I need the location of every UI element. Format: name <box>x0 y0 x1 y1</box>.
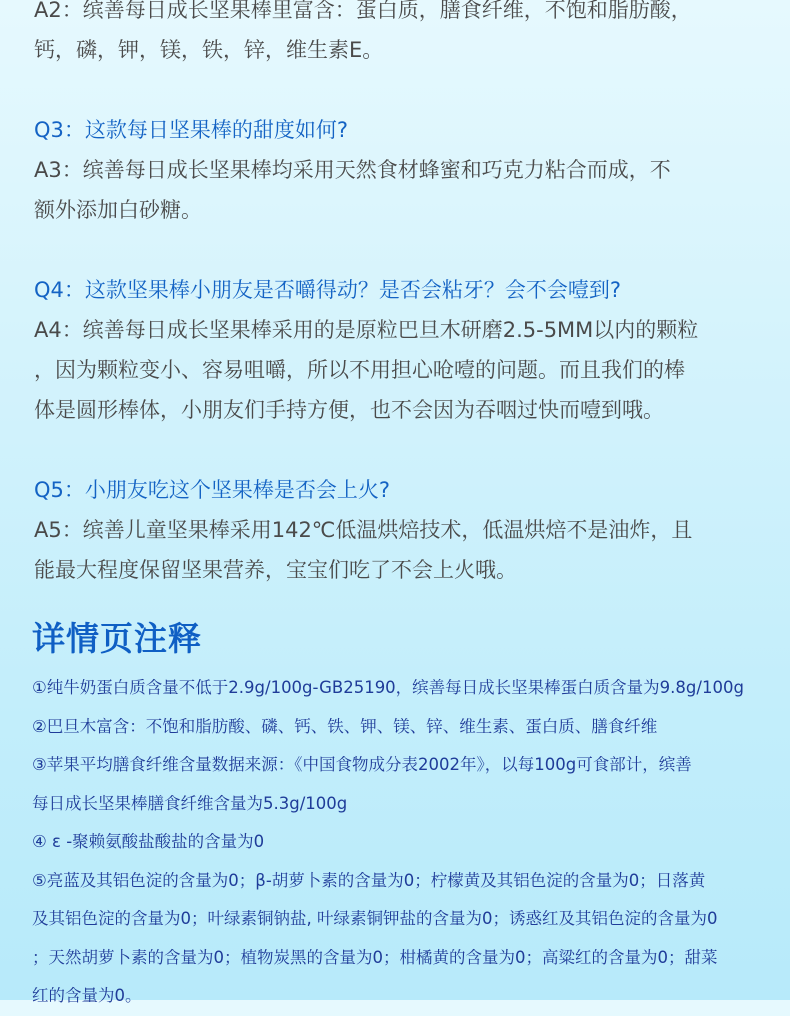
answer-line: A2：缤善每日成长坚果棒里富含：蛋白质，膳食纤维，不饱和脂肪酸， <box>34 0 692 22</box>
answer-line: 体是圆形棒体，小朋友们手持方便，也不会因为吞咽过快而噎到哦。 <box>34 398 664 422</box>
faq-item-q3 <box>34 110 764 230</box>
question-text: Q4：这款坚果棒小朋友是否嚼得动？是否会粘牙？会不会噎到? <box>34 278 622 302</box>
faq-item-q4 <box>34 270 764 430</box>
answer-line: 钙，磷，钾，镁，铁，锌，维生素E。 <box>34 38 384 62</box>
question-text: Q5：小朋友吃这个坚果棒是否会上火? <box>34 478 391 502</box>
note-line: ②巴旦木富含：不饱和脂肪酸、磷、钙、铁、钾、镁、锌、维生素、蛋白质、膳食纤维 <box>32 716 658 736</box>
note-line: 红的含量为0。 <box>32 986 142 1005</box>
note-line: ④ ε -聚赖氨酸盐酸盐的含量为0 <box>32 832 265 851</box>
note-line: 及其铝色淀的含量为0；叶绿素铜钠盐, 叶绿素铜钾盐的含量为0；诱惑红及其铝色淀的含量为0 <box>32 909 718 928</box>
note-line: ；天然胡萝卜素的含量为0；植物炭黑的含量为0；柑橘黄的含量为0；高粱红的含量为0；甜菜 <box>32 947 718 967</box>
answer-line: 能最大程度保留坚果营养，宝宝们吃了不会上火哦。 <box>34 558 517 582</box>
note-line: 每日成长坚果棒膳食纤维含量为5.3g/100g <box>32 793 348 813</box>
faq-item-q5 <box>34 470 764 590</box>
answer-line: A5：缤善儿童坚果棒采用142℃低温烘焙技术，低温烘焙不是油炸，且 <box>34 518 693 542</box>
answer-line: 额外添加白砂糖。 <box>34 198 202 222</box>
question-text: Q3：这款每日坚果棒的甜度如何? <box>34 118 349 142</box>
answer-line: ，因为颗粒变小、容易咀嚼，所以不用担心呛噎的问题。而且我们的棒 <box>34 358 685 382</box>
faq-item-q2 <box>34 0 764 70</box>
answer-line: A3：缤善每日成长坚果棒均采用天然食材蜂蜜和巧克力粘合而成，不 <box>34 158 671 182</box>
note-line: ①纯牛奶蛋白质含量不低于2.9g/100g-GB25190，缤善每日成长坚果棒蛋白质含量为9.8g/100g <box>32 678 744 697</box>
note-line: ③苹果平均膳食纤维含量数据来源：《中国食物成分表2002年》，以每100g可食部计，缤善 <box>32 755 692 774</box>
answer-line: A4：缤善每日成长坚果棒采用的是原粒巴旦木研磨2.5-5MM以内的颗粒 <box>34 318 699 342</box>
note-line: ⑤亮蓝及其铝色淀的含量为0；β-胡萝卜素的含量为0；柠檬黄及其铝色淀的含量为0；日落黄 <box>32 870 706 890</box>
notes-list <box>32 669 767 1016</box>
notes-title: 详情页注释 <box>32 619 202 658</box>
